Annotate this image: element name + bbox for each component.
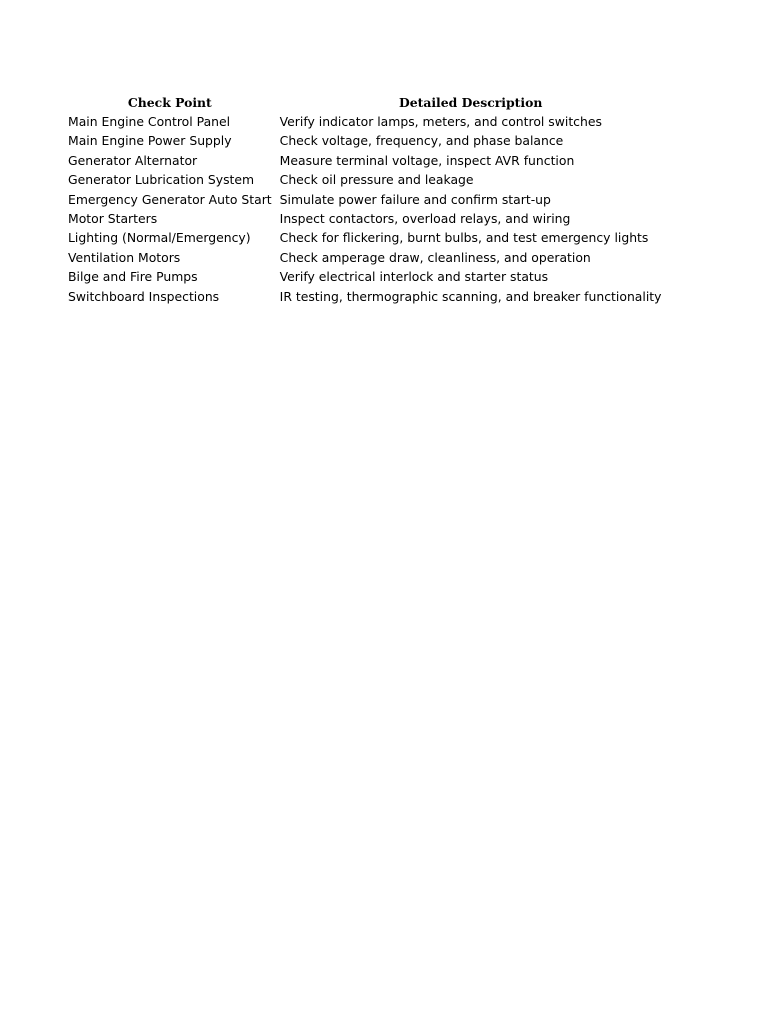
check-point-cell: Bilge and Fire Pumps xyxy=(68,269,198,285)
check-point-cell: Motor Starters xyxy=(68,211,158,227)
table-row xyxy=(64,190,666,209)
check-point-cell: Lighting (Normal/Emergency) xyxy=(68,230,251,246)
description-cell: Simulate power failure and confirm start-up xyxy=(279,191,551,207)
description-cell: Measure terminal voltage, inspect AVR function xyxy=(279,152,575,168)
table-row xyxy=(64,112,666,131)
table-row xyxy=(64,287,666,306)
description-cell: Check for flickering, burnt bulbs, and test emergency lights xyxy=(279,230,649,246)
check-point-cell: Main Engine Control Panel xyxy=(68,114,231,129)
description-cell: Check voltage, frequency, and phase balance xyxy=(279,133,564,149)
description-cell: Verify electrical interlock and starter status xyxy=(279,269,549,285)
table-row xyxy=(64,209,666,228)
check-point-cell: Switchboard Inspections xyxy=(68,288,220,304)
description-cell: Check oil pressure and leakage xyxy=(279,172,474,188)
description-cell: IR testing, thermographic scanning, and breaker functionality xyxy=(279,288,662,304)
table-row xyxy=(64,267,666,286)
description-cell: Verify indicator lamps, meters, and control switches xyxy=(279,114,602,129)
table-row xyxy=(64,131,666,150)
description-cell: Check amperage draw, cleanliness, and operation xyxy=(279,249,591,265)
table-header-row xyxy=(64,93,666,112)
check-point-cell: Main Engine Power Supply xyxy=(68,133,232,149)
check-point-cell: Emergency Generator Auto Start xyxy=(68,191,272,207)
table-row xyxy=(64,228,666,247)
table-row xyxy=(64,170,666,189)
table-row xyxy=(64,248,666,267)
header-check-point: Check Point xyxy=(127,95,212,110)
check-point-cell: Generator Alternator xyxy=(68,152,198,168)
description-cell: Inspect contactors, overload relays, and wiring xyxy=(279,211,571,227)
inspection-checklist-table xyxy=(64,93,666,306)
check-point-cell: Ventilation Motors xyxy=(68,249,181,265)
header-detailed-description: Detailed Description xyxy=(398,95,543,110)
check-point-cell: Generator Lubrication System xyxy=(68,172,255,188)
table-row xyxy=(64,151,666,170)
